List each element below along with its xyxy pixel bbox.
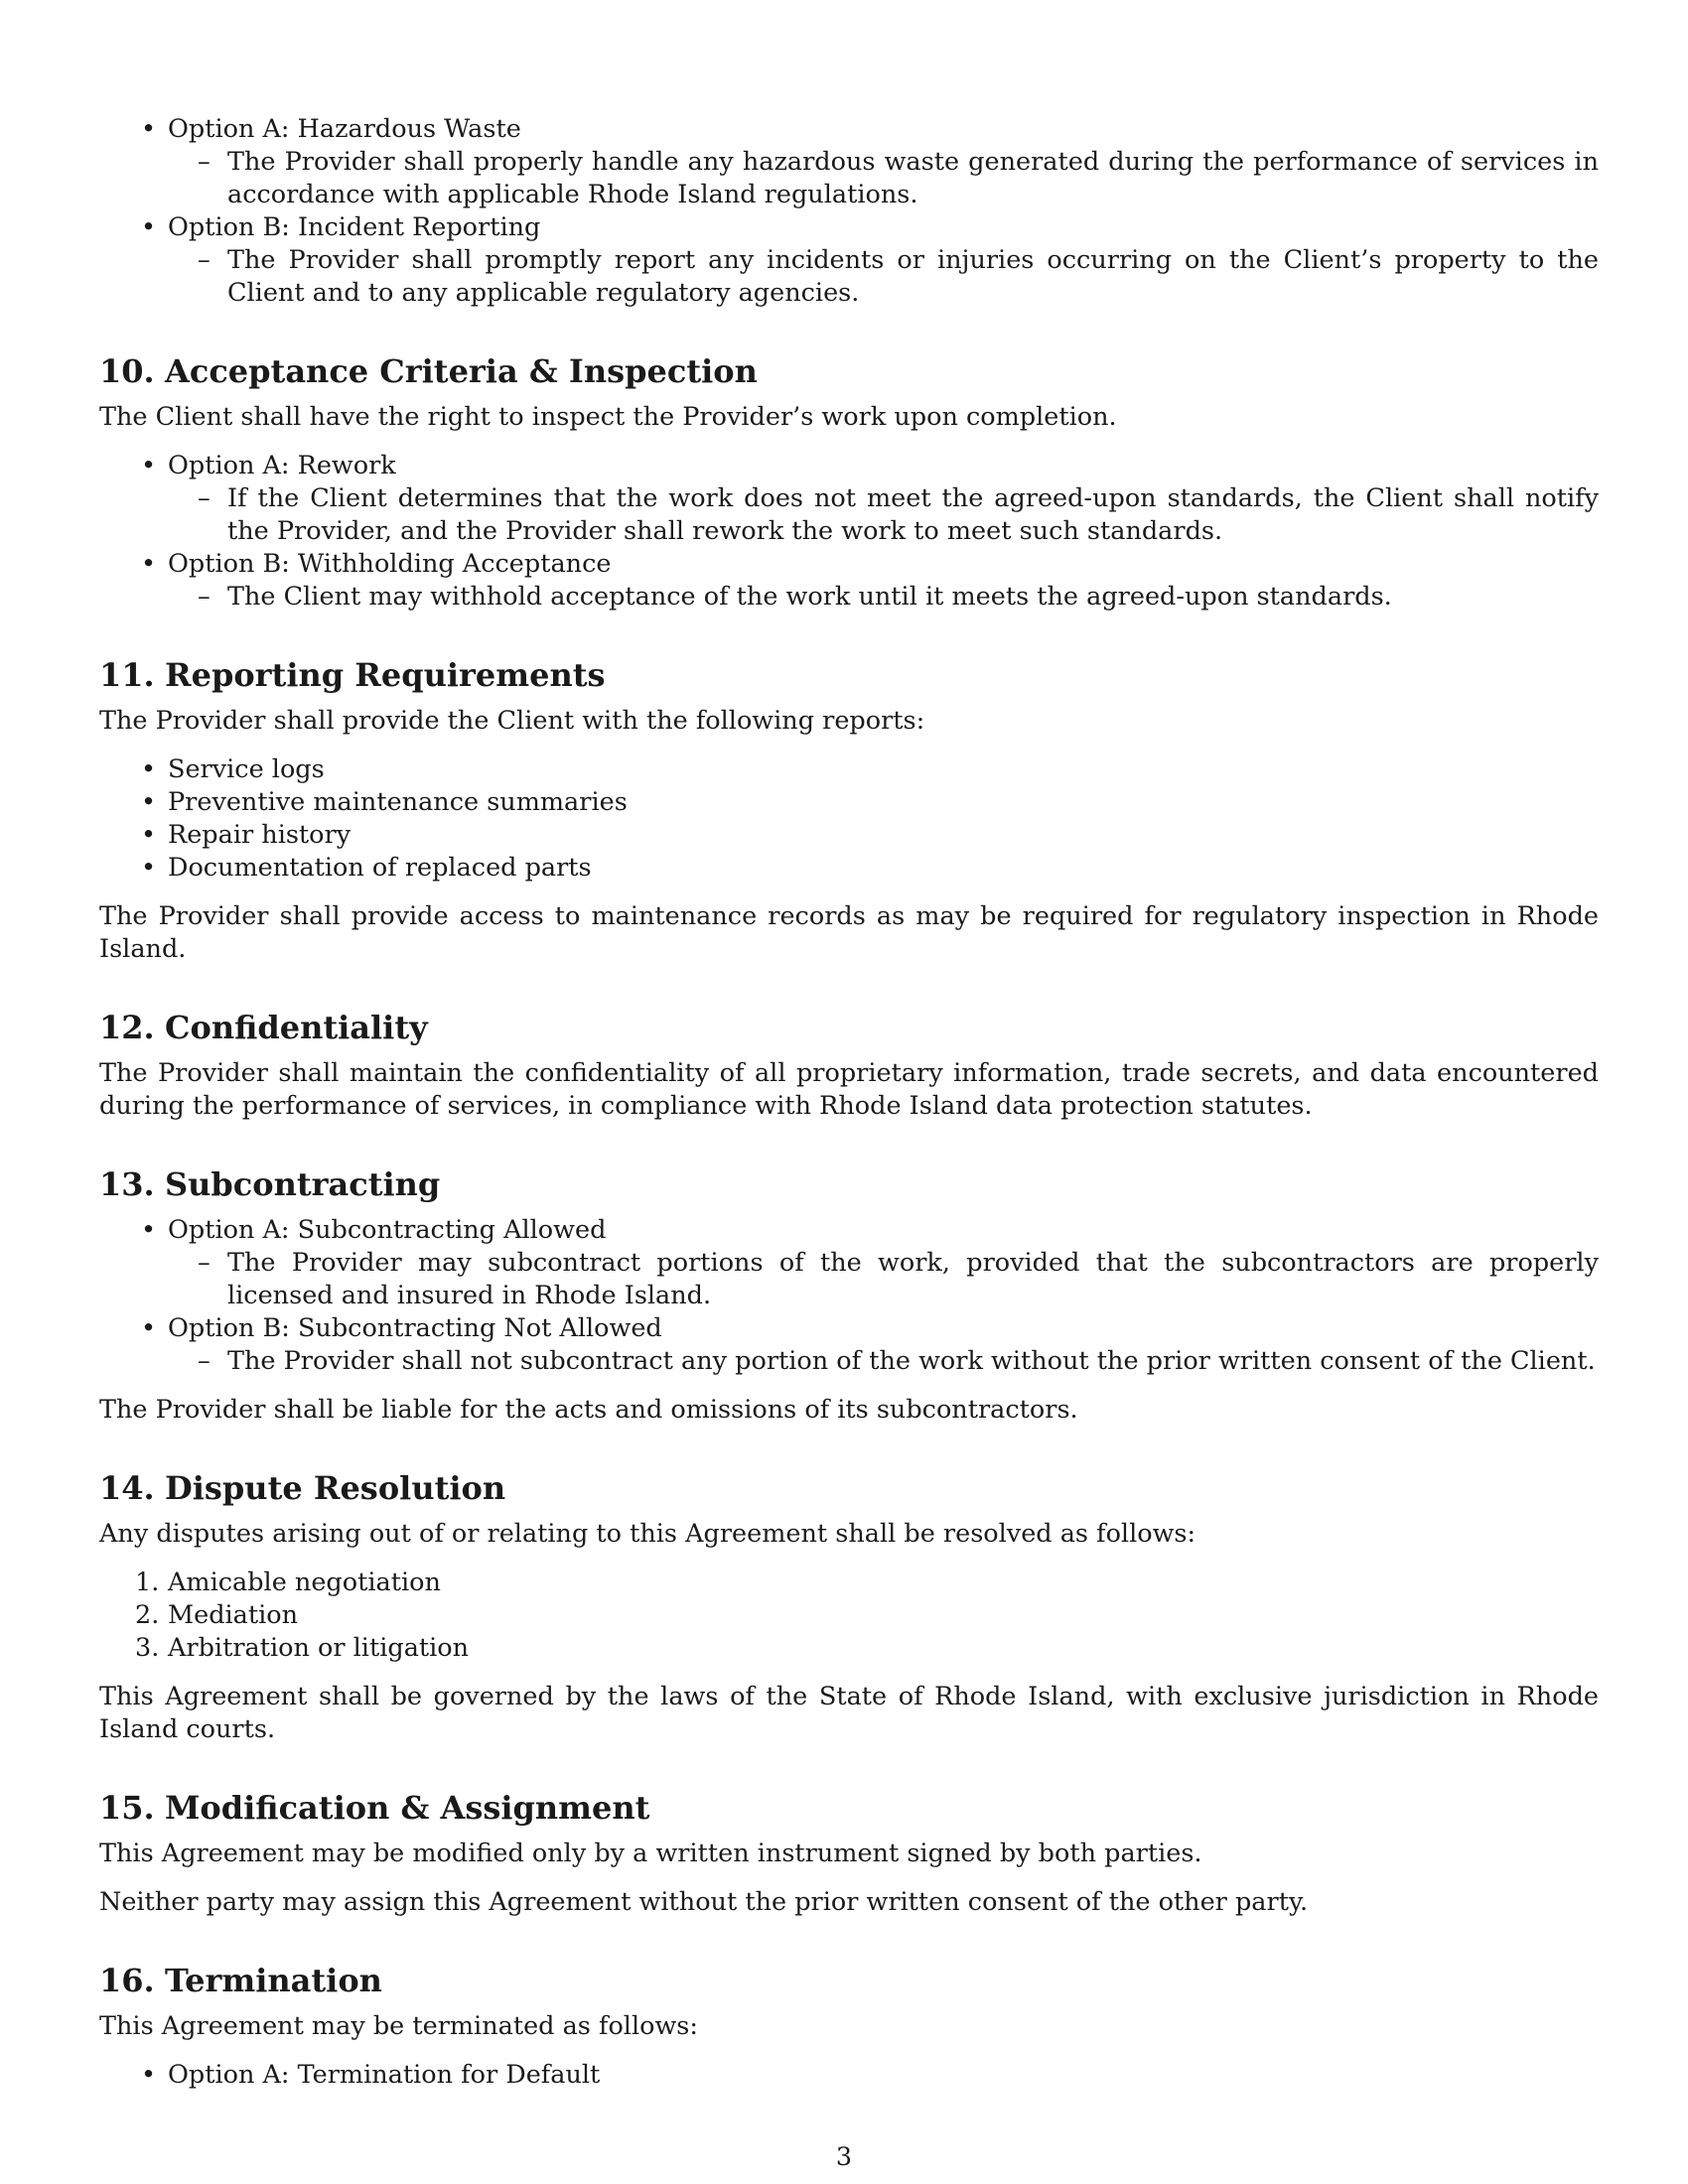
list-item <box>99 1632 1599 1665</box>
section-heading <box>99 1164 1599 1204</box>
section-number: 15. <box>99 1789 155 1827</box>
option-detail: – The Provider shall promptly report any incidents or injuries occurring on the Client’s property to the Client and to any applicable regulatory agencies. <box>168 244 1599 310</box>
section-heading <box>99 351 1599 391</box>
step-number: 3. <box>135 1633 160 1663</box>
option-item <box>99 113 1599 211</box>
section-number: 13. <box>99 1165 155 1203</box>
section-title: Confidentiality <box>165 1009 428 1046</box>
option-detail: – The Client may withhold acceptance of the work until it meets the agreed-upon standards. <box>168 581 1599 614</box>
section-intro: The Client shall have the right to inspect the Provider’s work upon completion. <box>99 402 1117 432</box>
section-number: 11. <box>99 656 155 694</box>
section-paragraph: The Provider shall be liable for the acts and omissions of its subcontractors. <box>99 1395 1078 1425</box>
section-title: Subcontracting <box>165 1165 441 1203</box>
option-title: • Option A: Subcontracting Allowed <box>168 1215 607 1245</box>
section-paragraph: The Provider shall maintain the confidentiality of all proprietary information, trade secrets, and data encountered during the performance of services, in compliance with Rhode Island data protection statutes. <box>99 1058 1599 1121</box>
step-text: Mediation <box>168 1600 299 1630</box>
options-list <box>99 113 1599 310</box>
list-item: • Documentation of replaced parts <box>99 852 1599 885</box>
section-paragraph: Neither party may assign this Agreement without the prior written consent of the other party. <box>99 1887 1309 1917</box>
option-item <box>99 450 1599 548</box>
option-title: • Option B: Withholding Acceptance <box>168 549 612 579</box>
option-title: • Option B: Incident Reporting <box>168 212 541 242</box>
section-intro: Any disputes arising out of or relating to this Agreement shall be resolved as follows: <box>99 1519 1196 1549</box>
section-title: Termination <box>165 1962 382 1999</box>
option-detail: – If the Client determines that the work does not meet the agreed-upon standards, the Client shall notify the Provider, and the Provider shall rework the work to meet such standards. <box>168 482 1599 548</box>
section-intro: The Provider shall provide the Client with the following reports: <box>99 706 925 736</box>
section-paragraph: This Agreement may be modified only by a written instrument signed by both parties. <box>99 1839 1202 1868</box>
section-heading <box>99 1008 1599 1047</box>
list-item: • Repair history <box>99 819 1599 852</box>
option-title: • Option A: Rework <box>168 451 396 480</box>
resolution-steps <box>99 1567 1599 1665</box>
option-item <box>99 1312 1599 1378</box>
option-item <box>99 548 1599 614</box>
option-detail: – The Provider may subcontract portions of the work, provided that the subcontractors are properly licensed and insured in Rhode Island. <box>168 1247 1599 1312</box>
section-intro: This Agreement may be terminated as follows: <box>99 2011 698 2041</box>
section-heading <box>99 1961 1599 2000</box>
section-number: 10. <box>99 352 155 390</box>
option-title: • Option A: Hazardous Waste <box>168 114 521 144</box>
option-detail: – The Provider shall properly handle any hazardous waste generated during the performance of services in accordance with applicable Rhode Island regulations. <box>168 146 1599 211</box>
option-item <box>99 2059 1599 2092</box>
section-title: Modification & Assignment <box>165 1789 650 1827</box>
options-list <box>99 450 1599 614</box>
section-number: 14. <box>99 1469 155 1507</box>
options-list <box>99 2059 1599 2092</box>
section-heading <box>99 1468 1599 1508</box>
document-page <box>99 97 1599 2092</box>
option-item <box>99 1214 1599 1312</box>
page-number: 3 <box>835 2142 853 2172</box>
option-title: • Option A: Termination for Default <box>168 2060 601 2090</box>
section-heading <box>99 1788 1599 1828</box>
step-number: 1. <box>135 1568 160 1597</box>
list-item: • Preventive maintenance summaries <box>99 786 1599 819</box>
list-item <box>99 1599 1599 1632</box>
section-paragraph: This Agreement shall be governed by the laws of the State of Rhode Island, with exclusive jurisdiction in Rhode Island courts. <box>99 1682 1599 1744</box>
list-item <box>99 1567 1599 1599</box>
option-detail: – The Provider shall not subcontract any portion of the work without the prior written consent of the Client. <box>168 1345 1599 1378</box>
option-item <box>99 211 1599 310</box>
section-title: Acceptance Criteria & Inspection <box>165 352 758 390</box>
step-number: 2. <box>135 1600 160 1630</box>
option-title: • Option B: Subcontracting Not Allowed <box>168 1313 662 1343</box>
step-text: Arbitration or litigation <box>168 1633 470 1663</box>
options-list <box>99 1214 1599 1378</box>
reports-list <box>99 753 1599 885</box>
section-number: 12. <box>99 1009 155 1046</box>
section-number: 16. <box>99 1962 155 1999</box>
step-text: Amicable negotiation <box>168 1568 441 1597</box>
list-item: • Service logs <box>99 753 1599 786</box>
section-heading <box>99 655 1599 695</box>
section-title: Dispute Resolution <box>165 1469 506 1507</box>
section-paragraph: The Provider shall provide access to maintenance records as may be required for regulatory inspection in Rhode Island. <box>99 901 1599 964</box>
section-title: Reporting Requirements <box>165 656 606 694</box>
